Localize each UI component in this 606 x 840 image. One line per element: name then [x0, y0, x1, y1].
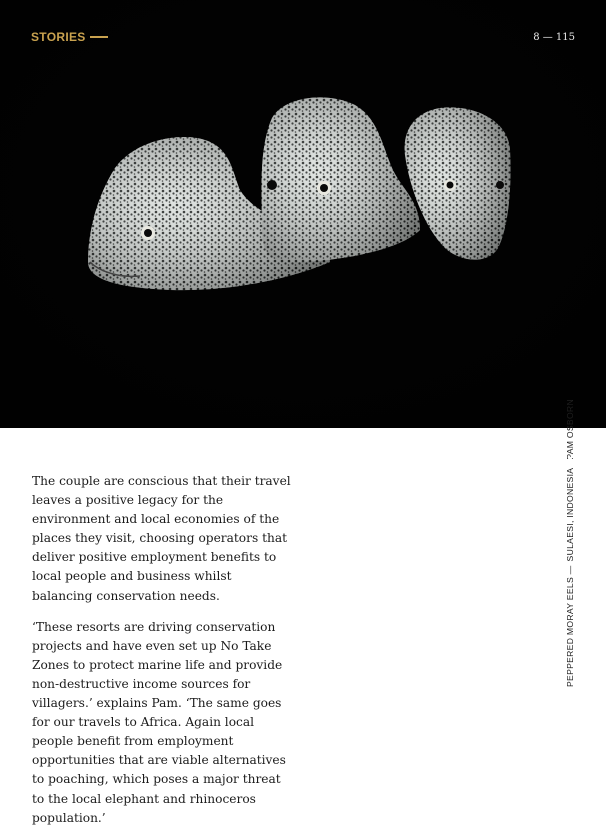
paragraph-2: ‘These resorts are driving conservation projects and have even set up No Take Zones to protect marine life and provide non-destructive income sources for villagers.’ explains Pam. ‘The same goes for our travels to Africa. Again local people benefit from employment opportunities that are viable alternatives to poaching, which poses a major threat to the local elephant and rhinoceros population.’ [32, 619, 286, 825]
section-label-text: STORIES [31, 30, 86, 44]
paragraph-1: The couple are conscious that their travel leaves a positive legacy for the environment and local economies of the places they visit, choosing operators that deliver positive employment benefits to local people and business whilst balancing conservation needs. [32, 474, 291, 603]
page-number: 8 — 115 [533, 32, 575, 43]
caption-subject: PEPPERED MORAY EELS — [565, 565, 575, 687]
caption-location: SULAESI, INDONESIA [565, 467, 575, 562]
photo-caption [563, 399, 577, 687]
caption-credit: PAM OSBORN [565, 399, 575, 460]
section-label [31, 30, 108, 44]
section-rule [90, 36, 108, 38]
article-body [32, 472, 294, 840]
